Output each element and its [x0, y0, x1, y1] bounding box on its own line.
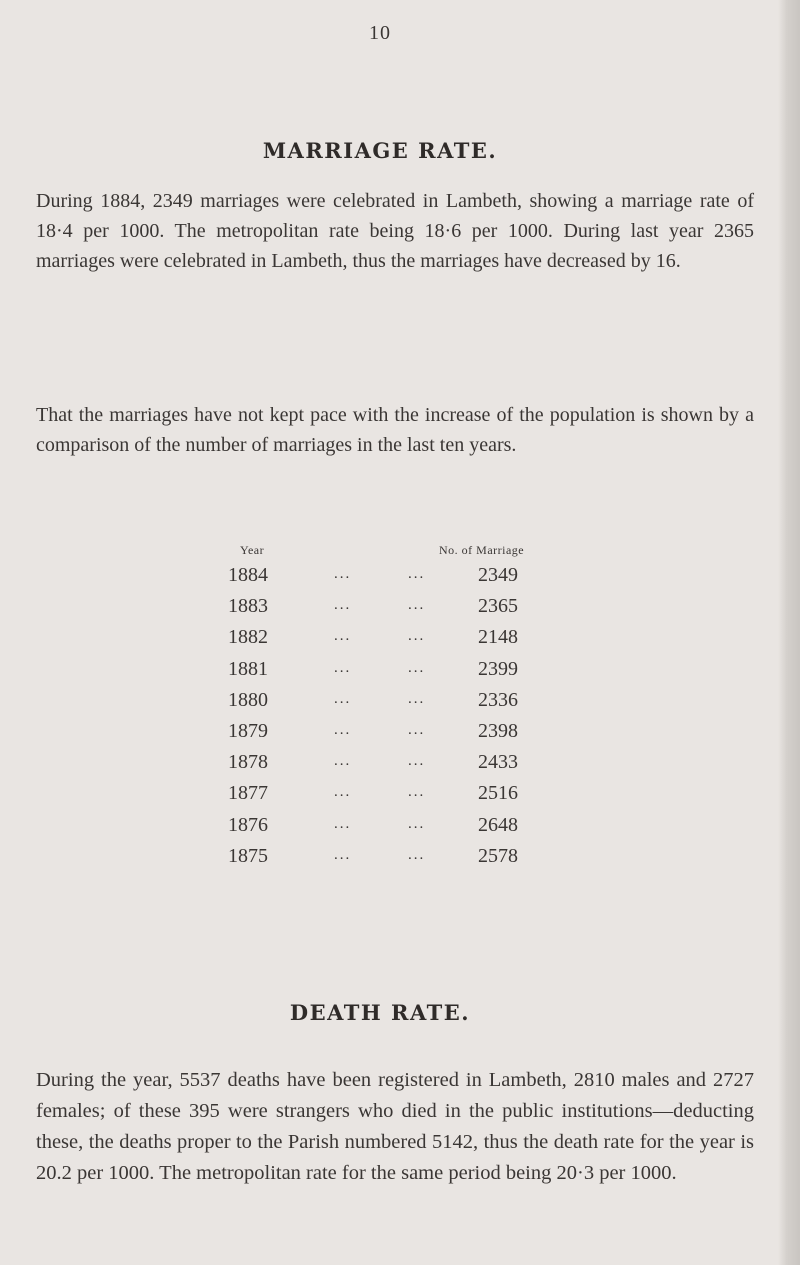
death-rate-heading: DEATH RATE. [289, 1000, 471, 1025]
table-row [0, 626, 760, 657]
leader-dots: ... [408, 784, 426, 801]
leader-dots: ... [408, 753, 426, 770]
table-row [0, 845, 760, 876]
marriages-cell: 2148 [478, 626, 518, 649]
leader-dots: ... [408, 628, 426, 645]
leader-dots: ... [334, 597, 352, 614]
leader-dots: ... [334, 815, 352, 832]
year-cell: 1880 [228, 688, 268, 711]
year-cell: 1882 [228, 626, 268, 649]
page-edge [778, 0, 800, 1265]
marriages-table [0, 564, 760, 876]
marriages-cell: 2349 [478, 564, 518, 586]
leader-dots: ... [334, 659, 352, 676]
table-header-marriages: No. of Marriage [439, 543, 525, 557]
year-cell: 1877 [228, 782, 268, 805]
leader-dots: ... [334, 721, 352, 738]
leader-dots: ... [408, 846, 426, 863]
table-row [0, 564, 760, 595]
year-cell: 1879 [228, 719, 268, 742]
marriages-cell: 2336 [478, 688, 518, 711]
table-row [0, 814, 760, 845]
table-row [0, 751, 760, 782]
table-row [0, 720, 760, 751]
leader-dots: ... [334, 690, 352, 707]
page-number: 10 [369, 22, 391, 44]
leader-dots: ... [334, 628, 352, 645]
marriages-cell: 2578 [478, 844, 518, 867]
marriage-paragraph-1: During 1884, 2349 marriages were celebrated in Lambeth, showing a marriage rate of 18·4 per 1000. The metropolitan rate being 18·6 per 1000. During last year 2365 marriages were celebrated in Lambeth, thus the marriages have decreased by 16. [36, 190, 754, 272]
leader-dots: ... [334, 784, 352, 801]
death-paragraph: During the year, 5537 deaths have been registered in Lambeth, 2810 males and 2727 females; of these 395 were strangers who died in the public institutions—deducting these, the deaths proper to the Parish numbered 5142, thus the death rate for the year is 20.2 per 1000. The metropolitan rate for the same period being 20·3 per 1000. [36, 1069, 754, 1184]
marriages-cell: 2433 [478, 751, 518, 774]
marriages-cell: 2365 [478, 595, 518, 618]
leader-dots: ... [334, 846, 352, 863]
leader-dots: ... [408, 690, 426, 707]
marriages-cell: 2399 [478, 657, 518, 680]
leader-dots: ... [408, 815, 426, 832]
year-cell: 1875 [228, 844, 268, 867]
year-cell: 1876 [228, 813, 268, 836]
marriages-cell: 2398 [478, 719, 518, 742]
table-row [0, 658, 760, 689]
leader-dots: ... [408, 659, 426, 676]
table-row [0, 595, 760, 626]
year-cell: 1883 [228, 595, 268, 618]
year-cell: 1881 [228, 657, 268, 680]
table-row [0, 689, 760, 720]
marriages-cell: 2648 [478, 813, 518, 836]
leader-dots: ... [334, 566, 352, 582]
marriages-cell: 2516 [478, 782, 518, 805]
leader-dots: ... [334, 753, 352, 770]
table-header-year: Year [240, 543, 265, 557]
year-cell: 1878 [228, 751, 268, 774]
marriage-paragraph-2: That the marriages have not kept pace with the increase of the population is shown by a comparison of the number of marriages in the last ten years. [36, 404, 754, 456]
leader-dots: ... [408, 597, 426, 614]
leader-dots: ... [408, 566, 426, 582]
marriage-rate-heading: MARRIAGE RATE. [262, 138, 498, 163]
year-cell: 1884 [228, 564, 268, 586]
table-row [0, 782, 760, 813]
leader-dots: ... [408, 721, 426, 738]
